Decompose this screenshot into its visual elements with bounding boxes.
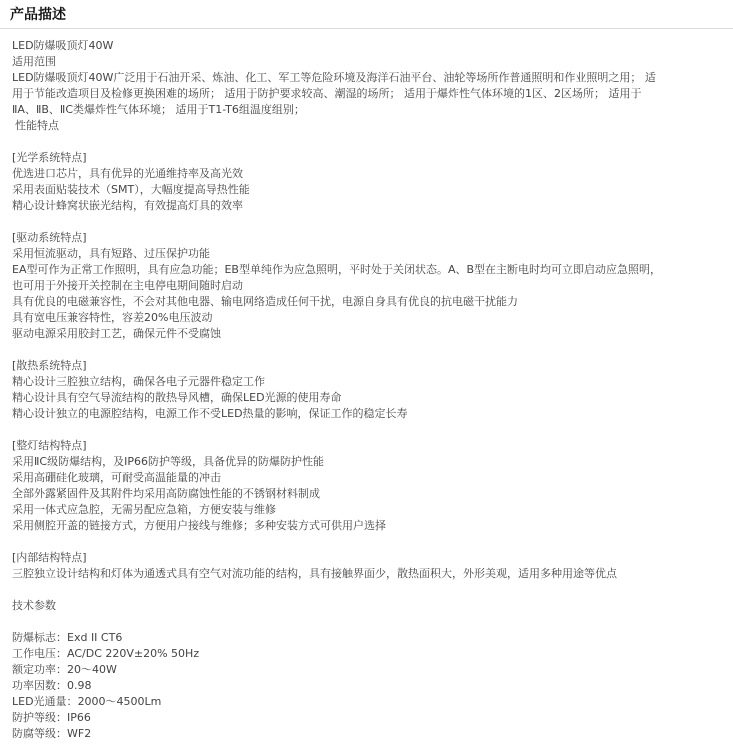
spec-row: [12, 630, 724, 646]
spacer: [12, 342, 724, 358]
driver-heading: [驱动系统特点]: [12, 231, 87, 244]
internal-heading: [内部结构特点]: [12, 551, 87, 564]
spec-label: 防爆标志：: [12, 631, 67, 644]
spec-row: [12, 694, 724, 710]
scope-line: ⅡA、ⅡB、ⅡC类爆炸性气体环境； 适用于T1-T6组温度组别；: [12, 103, 305, 116]
spec-label: LED光通量：: [12, 695, 78, 708]
scope-line: 用于节能改造项目及检修更换困难的场所； 适用于防护要求较高、潮湿的场所； 适用于爆炸性气体环境的1区、2区场所； 适用于: [12, 87, 642, 100]
spec-value: 2000～4500Lm: [77, 695, 162, 708]
section-title: 产品描述: [10, 7, 66, 23]
structure-line: 采用侧腔开盖的链接方式，方便用户接线与维修；多种安装方式可供用户选择: [12, 519, 386, 532]
header-divider: [0, 28, 733, 29]
structure-line: 采用ⅡC级防爆结构，及IP66防护等级，具备优异的防爆防护性能: [12, 455, 324, 468]
driver-line: 具有宽电压兼容特性，容差20%电压波动: [12, 311, 213, 324]
spec-value: AC/DC 220V±20% 50Hz: [67, 647, 200, 660]
cooling-heading: [散热系统特点]: [12, 359, 87, 372]
spec-value: IP66: [67, 711, 91, 724]
spec-row: [12, 726, 724, 742]
driver-line: 采用恒流驱动，具有短路、过压保护功能: [12, 247, 210, 260]
spec-value: 0.98: [67, 679, 92, 692]
cooling-line: 精心设计具有空气导流结构的散热导风槽，确保LED光源的使用寿命: [12, 391, 342, 404]
spec-row: [12, 710, 724, 726]
spec-label: 工作电压：: [12, 647, 67, 660]
spec-label: 防护等级：: [12, 711, 67, 724]
spec-value: 20～40W: [67, 663, 117, 676]
structure-line: 采用高硼硅化玻璃，可耐受高温能量的冲击: [12, 471, 221, 484]
spec-value: Exd II CT6: [67, 631, 123, 644]
driver-line: EA型可作为正常工作照明，具有应急功能；EB型单纯作为应急照明，平时处于关闭状态。A、B型在主断电时均可立即启动应急照明，: [12, 263, 662, 276]
spacer: [12, 422, 724, 438]
internal-line: 三腔独立设计结构和灯体为通透式具有空气对流功能的结构，具有接触界面少，散热面积大，外形美观，适用多种用途等优点: [12, 567, 617, 580]
specs-heading: 技术参数: [12, 599, 56, 612]
optics-line: 精心设计蜂窝状嵌光结构，有效提高灯具的效率: [12, 199, 243, 212]
features-heading: 性能特点: [15, 119, 59, 132]
spacer: [12, 534, 724, 550]
spec-label: 防腐等级：: [12, 727, 67, 740]
spec-label: 额定功率：: [12, 663, 67, 676]
structure-line: 采用一体式应急腔，无需另配应急箱，方便安装与维修: [12, 503, 276, 516]
section-header: [0, 0, 733, 30]
scope-line: LED防爆吸顶灯40W广泛用于石油开采、炼油、化工、军工等危险环境及海洋石油平台、油轮等场所作普通照明和作业照明之用； 适: [12, 71, 656, 84]
spec-row: [12, 678, 724, 694]
optics-line: 采用表面贴装技术（SMT），大幅度提高导热性能: [12, 183, 250, 196]
spacer: [12, 582, 724, 598]
spec-label: 功率因数：: [12, 679, 67, 692]
product-name: LED防爆吸顶灯40W: [12, 39, 114, 52]
structure-heading: [整灯结构特点]: [12, 439, 87, 452]
spacer: [12, 214, 724, 230]
driver-line: 具有优良的电磁兼容性，不会对其他电器、输电网络造成任何干扰，电源自身具有优良的抗电磁干扰能力: [12, 295, 518, 308]
spec-value: WF2: [67, 727, 92, 740]
driver-line: 驱动电源采用胶封工艺，确保元件不受腐蚀: [12, 327, 221, 340]
scope-heading: 适用范围: [12, 55, 56, 68]
driver-line: 也可用于外接开关控制在主电停电期间随时启动: [12, 279, 243, 292]
product-description: [12, 38, 724, 742]
cooling-line: 精心设计三腔独立结构，确保各电子元器件稳定工作: [12, 375, 265, 388]
optics-heading: [光学系统特点]: [12, 151, 87, 164]
spec-row: [12, 646, 724, 662]
spec-row: [12, 662, 724, 678]
structure-line: 全部外露紧固件及其附件均采用高防腐蚀性能的不锈钢材料制成: [12, 487, 320, 500]
cooling-line: 精心设计独立的电源腔结构，电源工作不受LED热量的影响，保证工作的稳定长寿: [12, 407, 408, 420]
optics-line: 优选进口芯片，具有优异的光通维持率及高光效: [12, 167, 243, 180]
spacer: [12, 614, 724, 630]
spacer: [12, 134, 724, 150]
